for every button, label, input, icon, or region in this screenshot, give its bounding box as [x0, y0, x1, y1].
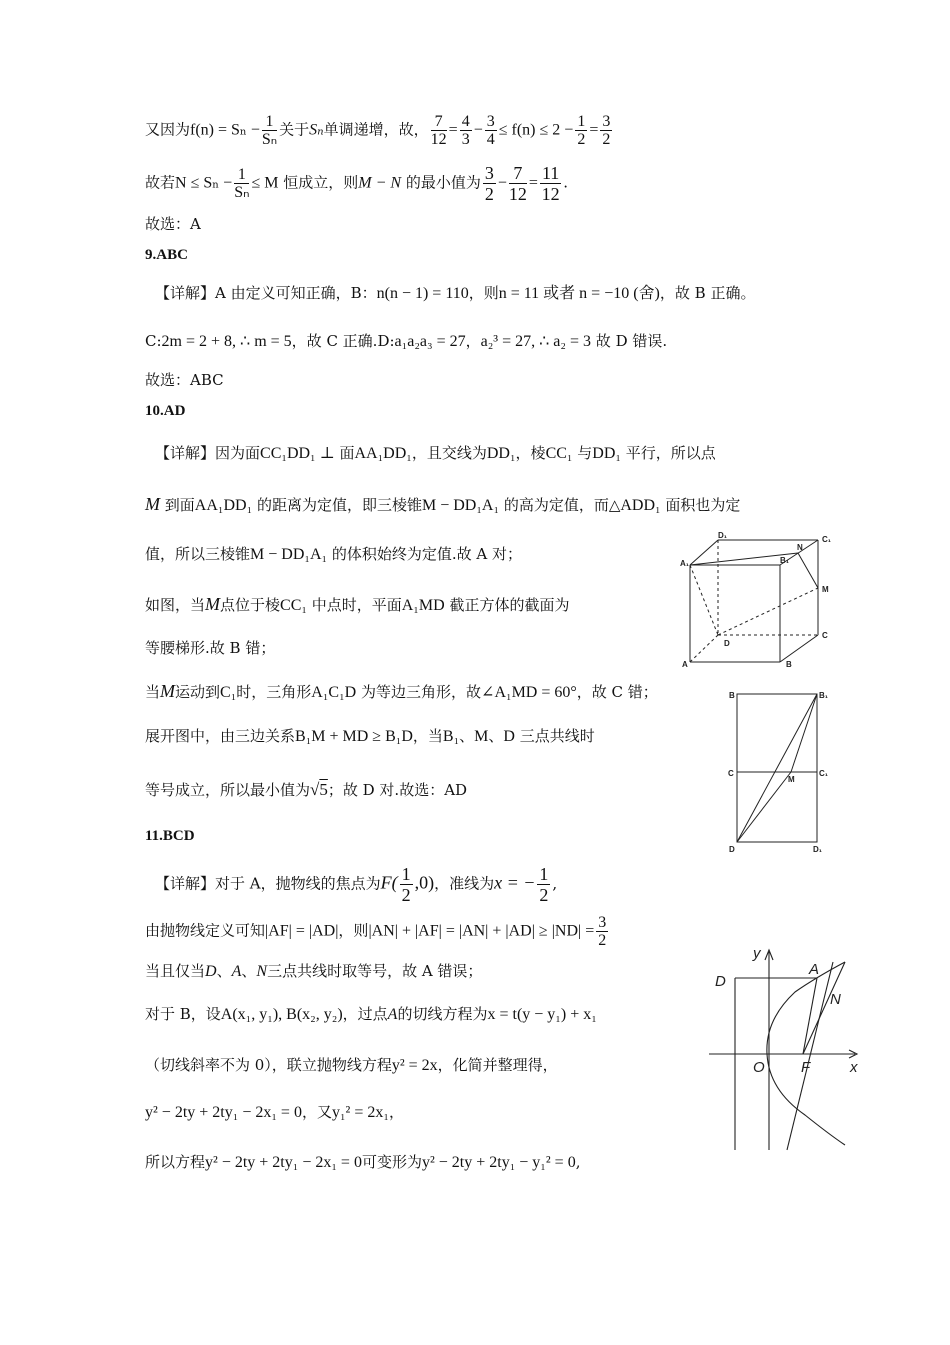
q9-line-2: C:2m = 2 + 8, ∴ m = 5，故 C 正确.D:a₁a₂a₃ = 27，a₂³ = 27, ∴ a₂ = 3 故 D 错误.: [145, 332, 668, 350]
q10-line-2: M 到面AA₁DD₁ 的距离为定值，即三棱锥M − DD₁A₁ 的高为定值，而△ADD₁ 面积也为定: [145, 494, 741, 514]
q9-answer: 故选：ABC: [145, 371, 224, 389]
unfold-label-c1: C₁: [819, 769, 829, 778]
q11-line-6: y² − 2ty + 2ty₁ − 2x₁ = 0，又y₁² = 2x₁，: [145, 1103, 404, 1121]
unfold-label-b1: B₁: [819, 691, 829, 700]
q10-heading: 10.AD: [145, 403, 186, 419]
parabola-label-n: N: [830, 991, 841, 1008]
q10-line-7: 展开图中，由三边关系B₁M + MD ≥ B₁D，当B₁、M、D 三点共线时: [145, 727, 595, 745]
unfold-label-c: C: [728, 769, 734, 778]
cube-label-b1: B₁: [780, 556, 790, 565]
parabola-label-o: O: [753, 1059, 765, 1076]
q11-line-7: 所以方程y² − 2ty + 2ty₁ − 2x₁ = 0可变形为y² − 2ty + 2ty₁ − y₁² = 0,: [145, 1153, 581, 1171]
cube-label-c1: C₁: [822, 535, 832, 544]
q11-line-5: （切线斜率不为 0），联立抛物线方程y² = 2x，化简并整理得，: [145, 1056, 558, 1074]
q9-heading: 9.ABC: [145, 247, 188, 263]
parabola-label-f: F: [801, 1059, 811, 1076]
unfold-label-b: B: [729, 691, 735, 700]
q9-line-1: 【详解】A 由定义可知正确，B：n(n − 1) = 110，则n = 11 或者 n = −10 (舍)，故 B 正确。: [155, 284, 756, 302]
q11-line-4: 对于 B，设A(x₁, y₁), B(x₂, y₂)，过点A的切线方程为x = t(y − y₁) + x₁: [145, 1005, 597, 1023]
parabola-label-a: A: [809, 961, 820, 978]
unfold-label-m: M: [788, 775, 795, 784]
cube-label-a: A: [682, 660, 688, 669]
q11-heading: 11.BCD: [145, 828, 195, 844]
cube-label-n: N: [797, 543, 803, 552]
cube-label-m: M: [822, 585, 829, 594]
unfold-label-d: D: [729, 845, 735, 854]
q11-line-1: 【详解】对于 A，抛物线的焦点为F( $\frac{1}{2}$ ,0)，准线为x = − $\frac{1}{2}$ ,: [155, 864, 558, 905]
solution-line-1: 又因为f(n) = Sₙ − $\frac{1}{\text{Sₙ}}$ 关于Sₙ单调递增，故， $\frac{7}{12}$ = $\frac{4}{3}$ − $\frac{3}{4}$ ≤ f(n) ≤ 2 − $\frac{1}{2}$ = $\frac{3}{2}$: [145, 113, 611, 148]
q10-line-5: 等腰梯形.故 B 错；: [145, 639, 276, 657]
q11-line-2: 由抛物线定义可知|AF| = |AD|，则|AN| + |AF| = |AN| + |AD| ≥ |ND| = $\frac{3}{2}$: [145, 914, 607, 949]
q10-line-4: 如图，当M点位于棱CC₁ 中点时，平面A₁MD 截正方体的截面为: [145, 594, 570, 614]
unfold-figure: [725, 688, 835, 858]
q10-line-8: 等号成立，所以最小值为√5；故 D 对.故选：AD: [145, 780, 468, 799]
q11-line-3: 当且仅当D、A、N三点共线时取等号，故 A 错误；: [145, 962, 483, 980]
cube-label-a1: A₁: [680, 559, 690, 568]
parabola-label-d: D: [715, 973, 726, 990]
cube-figure: [680, 530, 840, 670]
q10-line-3: 值，所以三棱锥M − DD₁A₁ 的体积始终为定值.故 A 对；: [145, 545, 523, 563]
parabola-label-x: x: [850, 1059, 858, 1076]
solution-line-2: 故若N ≤ Sₙ − $\frac{1}{\text{Sₙ}}$ ≤ M 恒成立，则M − N 的最小值为 $\frac{3}{2}$ − $\frac{7}{12}$ = $\frac{11}{12}$ .: [145, 163, 569, 204]
parabola-label-y: y: [753, 945, 761, 962]
q10-line-6: 当M运动到C₁时，三角形A₁C₁D 为等边三角形，故∠A₁MD = 60°，故 C 错；: [145, 681, 658, 701]
cube-label-c: C: [822, 631, 828, 640]
cube-label-d1: D₁: [718, 531, 728, 540]
q10-line-1: 【详解】因为面CC₁DD₁ ⊥ 面AA₁DD₁，且交线为DD₁，棱CC₁ 与DD₁ 平行，所以点: [155, 444, 716, 462]
answer-line-8: 故选：A: [145, 215, 201, 233]
cube-label-d: D: [724, 639, 730, 648]
parabola-figure: [705, 940, 865, 1155]
unfold-label-d1: D₁: [813, 845, 823, 854]
cube-label-b: B: [786, 660, 792, 669]
